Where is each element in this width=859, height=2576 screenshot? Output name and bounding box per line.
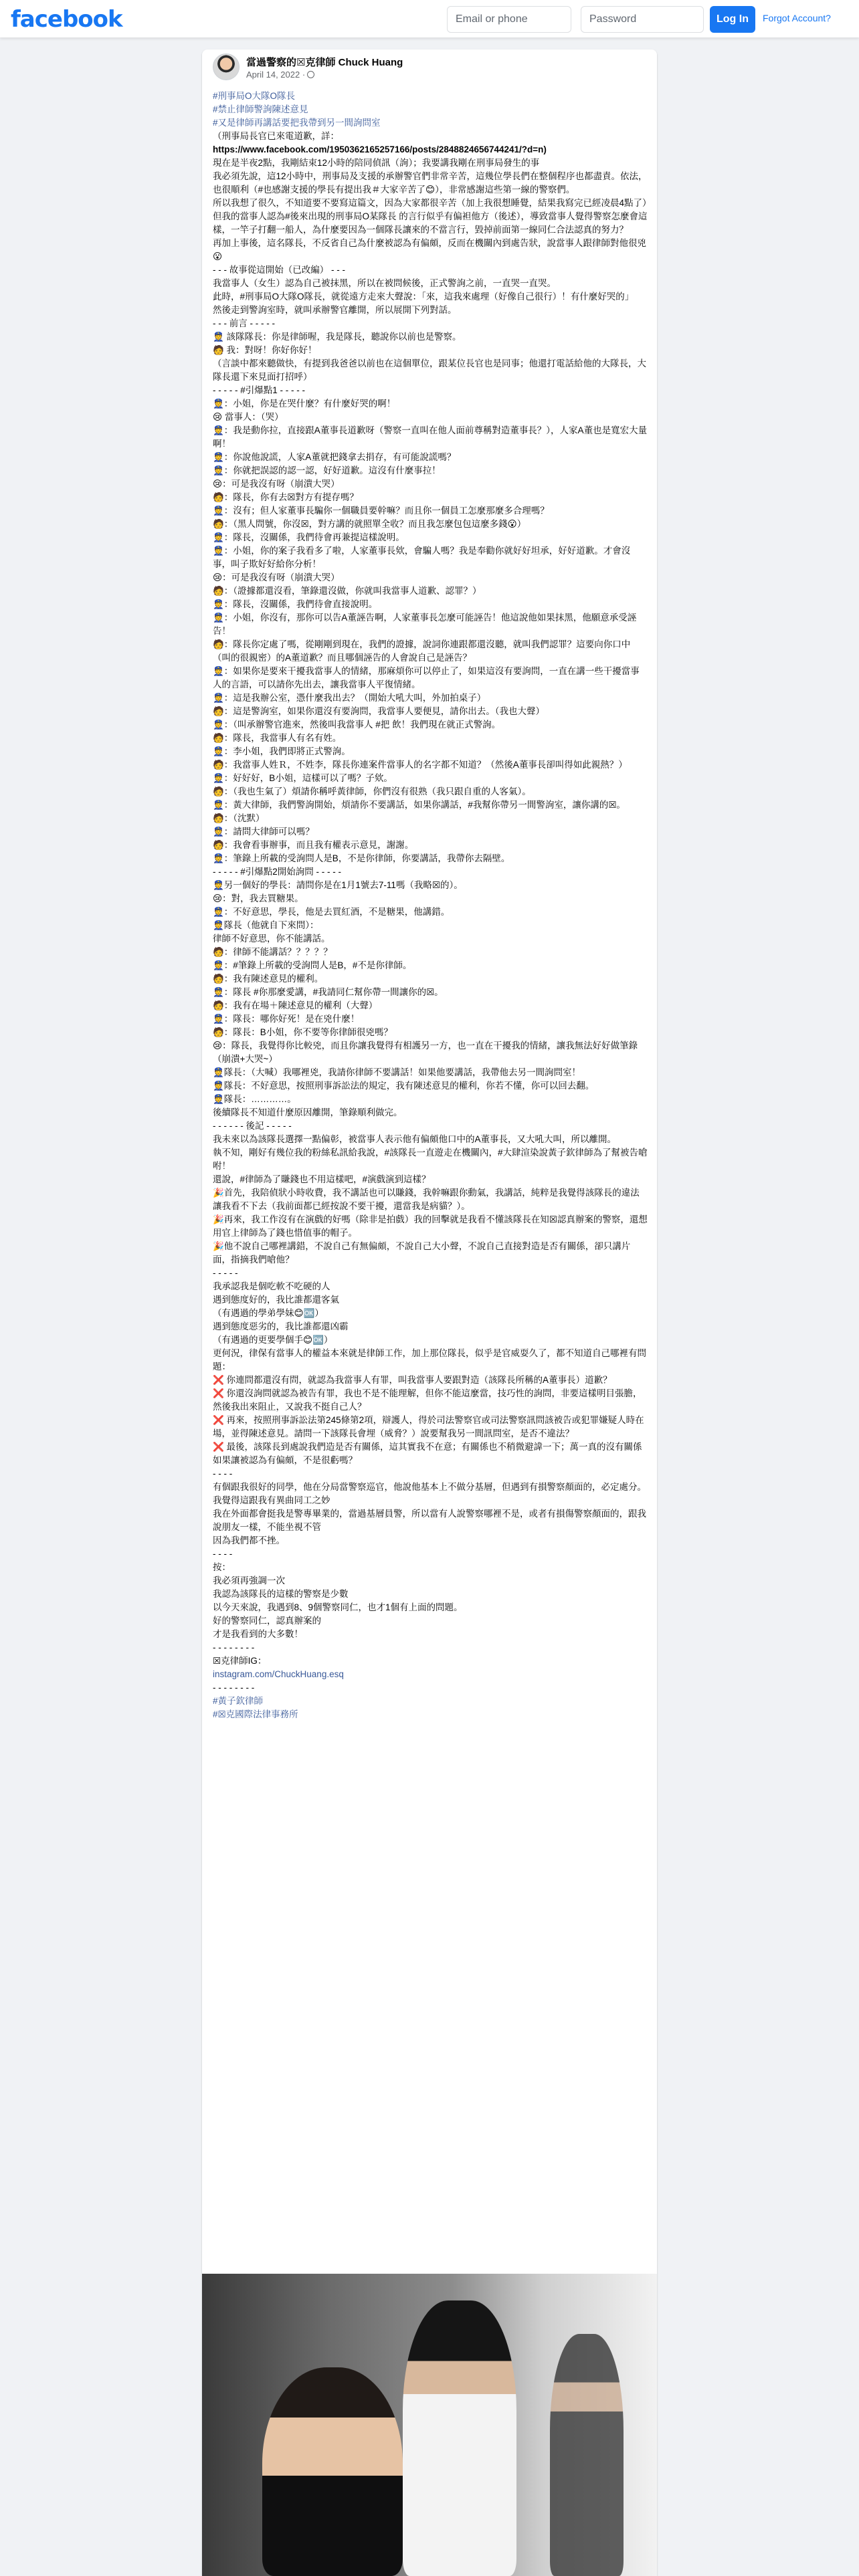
- post-text-line: 🎉他不說自己哪裡講錯，不說自己有無偏頗，不說自己大小聲，不說自己直接對造是否有關係，卻只講片面，指摘我們嗆他？: [213, 1241, 631, 1265]
- instagram-link[interactable]: instagram.com/ChuckHuang.esq: [213, 1669, 344, 1679]
- post-text-line: 我在外面都會挺我是警專畢業的，當過基層員警，所以當有人說警察哪裡不是，或者有損傷警察顏面的，跟我說朋友一樣，不能坐視不管: [213, 1509, 646, 1532]
- photo-stylist: [403, 2300, 516, 2576]
- post-text-line: 以今天來說，我遇到8、9個警察同仁，也才1個有上面的問題。: [213, 1602, 463, 1612]
- post-text-line: 再加上事後，這名隊長，不反省自己為什麼被認為有偏頗，反而在機關內到處告狀，說當事人跟律師對他很兇😮: [213, 238, 646, 261]
- post-text-line: 律師不好意思，你不能講話。: [213, 934, 330, 944]
- post-text-line: 我覺得這跟我有異曲同工之妙: [213, 1495, 330, 1505]
- post-text-line: 🧑：這是警詢室，如果你還沒有要詢問，我當事人要便見，請你出去。（我也大聲）: [213, 706, 545, 716]
- post-text-line: 好的警察同仁，認真辦案的: [213, 1616, 321, 1626]
- post-text-line: - - - - - #引爆點2開始詢問 - - - - -: [213, 867, 341, 877]
- post-text-line: 🎉再來，我工作沒有在演戲的好嗎（除非是拍戲）我的回擊就是我看不懂該隊長在知☒認真辦案的警察，還想用官上律師為了錢也惜值事的帽子。: [213, 1214, 648, 1238]
- post-text-line: - - - 前言 - - - - -: [213, 318, 275, 328]
- post-text-line: 遇到態度惡劣的，我比誰都還凶霸: [213, 1321, 349, 1331]
- post-text-line: 所以我想了很久，不知道要不要寫這篇文，因為大家都很辛苦（加上我很想睡覺，結果我寫完已經凌晨4點了）: [213, 198, 652, 208]
- post-text-line: - - - - - - - -: [213, 1683, 255, 1693]
- post-text-line: 😢：可是我沒有呀（崩潰大哭）: [213, 479, 340, 489]
- post-text-line: - - - -: [213, 1549, 233, 1559]
- post-text-line: 👮隊長：…………。: [213, 1094, 296, 1104]
- post-text-line: 遇到態度好的，我比誰都還客氣: [213, 1295, 339, 1305]
- post-text-line: （有遇過的學弟學妹😊🆗）: [213, 1308, 324, 1318]
- post-text-line: 有個跟我很好的同學，他在分局當警察巡官，他說他基本上不做分基層，但遇到有損警察顏面的，必定處分。: [213, 1482, 646, 1492]
- post-text-line: 現在是半夜2點，我剛結束12小時的陪同偵訊（詢）；我要講我剛在刑事局發生的事: [213, 158, 540, 168]
- hashtag-link[interactable]: #☒克國際法律事務所: [213, 1709, 298, 1719]
- post-text-line: 😢：可是我沒有呀（崩潰大哭）: [213, 572, 340, 582]
- post-text-line: 我必須先說，這12小時中，刑事局及支援的承辦警官們非常辛苦，這幾位學長們在整個程序也都盡責。依法，也很順利（#也感謝支援的學長有提出我＃大家辛苦了😊），非常感謝這些第一線的警察們。: [213, 171, 648, 195]
- post-text-line: - - - - - - - -: [213, 1642, 255, 1652]
- post-text-line: 👮：隊長 #你那麼愛講，#我請同仁幫你帶一間讓你的☒。: [213, 987, 444, 997]
- post-date-text: April 14, 2022 ·: [246, 70, 306, 80]
- post-text-line: 🧑：隊長，我當事人有名有姓。: [213, 733, 342, 743]
- post-text-line: 🧑：（黑人問號，你沒☒，對方講的就照單全收？而且我怎麼包包這麼多錢😮）: [213, 519, 527, 529]
- post-text-line: 因為我們都不挫。: [213, 1535, 285, 1545]
- post-text-line: 👮：（叫承辦警官進來，然後叫我當事人 #把 飲！我們現在就正式警詢。: [213, 720, 501, 730]
- post-text-line: 👮另一個好的學長：請問你是在1月1號去7-11嗎（我略☒的）。: [213, 880, 463, 890]
- post-text-line: - - - 故事從這開始（已改編） - - -: [213, 265, 345, 275]
- post-card: [202, 49, 657, 2576]
- post-text-line: 按：: [213, 1562, 231, 1572]
- post-text-line: 😢 當事人：（哭）: [213, 412, 284, 422]
- post-text-line: 然後走到警詢室時，就叫承辦警官離開，所以展開下列對話。: [213, 305, 457, 315]
- hashtag-link[interactable]: #黃子欽律師: [213, 1696, 264, 1706]
- post-text-line: （言談中都來聽做快，有提到我爸爸以前也在這個單位，跟某位長官也是同事；他還打電話給他的大隊長，大隊長還下來見面打招呼）: [213, 358, 646, 382]
- post-date[interactable]: [246, 70, 314, 80]
- hashtag-link[interactable]: #禁止律師警詢陳述意見: [213, 104, 308, 114]
- post-text-line: 👮：隊長，沒關係，我們待會直接說明。: [213, 599, 378, 609]
- hashtag-link[interactable]: #又是律師再講話要把我帶到另一間詢問室: [213, 118, 381, 128]
- post-text-line: 🧑：隊長你定處了嗎，從剛剛到現在，我們的證據，說詞你連跟都還沒聽，就叫我們認罪？這要向你口中（叫的很親密）的A董道歉？而且哪個誣告的人會說自己是誣告？: [213, 639, 631, 663]
- post-text: [202, 90, 657, 1721]
- post-text-line: ❌ 你連問都還沒有問，就認為我當事人有罪，叫我當事人要跟對造（該隊長所稱的A董事長）道歉？: [213, 1375, 612, 1385]
- post-text-line: 👮 該隊隊長：你是律師喔，我是隊長，聽說你以前也是警察。: [213, 332, 462, 342]
- post-text-line: - - - - - - 後記 - - - - -: [213, 1121, 292, 1131]
- post-text-line: 才是我看到的大多數！: [213, 1629, 303, 1639]
- globe-icon: [307, 71, 314, 78]
- post-text-line: （有遇過的更要學個手😊🆗）: [213, 1335, 333, 1345]
- post-text-line: 🧑：我有在場＋陳述意見的權利（大聲）: [213, 1000, 378, 1010]
- post-text-line: 還說，#律師為了賺錢也不用這樣吧，#演戲演到這樣？: [213, 1174, 431, 1184]
- post-text-line: https://www.facebook.com/1950362165257166/posts/2848824656744241/?d=n): [213, 144, 547, 154]
- post-text-line: （刑事局長官已來電道歉，詳：: [213, 131, 339, 141]
- post-text-line: 我當事人（女生）認為自己被抹黑，所以在被問候後，正式警詢之前，一直哭一直哭。: [213, 278, 556, 288]
- post-text-line: 🧑：隊長，你有去☒對方有提存嗎？: [213, 492, 359, 502]
- post-text-line: 👮隊長：（大喊）我哪裡兇，我請你律師不要講話！如果他要講話，我帶他去另一間詢問室！: [213, 1067, 581, 1077]
- post-text-line: 👮：你說他說謊，人家A董就把錢拿去捐存，有可能說謊嗎？: [213, 452, 456, 462]
- post-text-line: 👮：隊長：哪你好死！是在兇什麼！: [213, 1014, 360, 1024]
- post-text-line: 👮：沒有；但人家董事長騙你一個職員要幹嘛？而且你一個員工怎麼那麼多合理嗎？: [213, 506, 549, 516]
- post-text-line: 但我的當事人認為#後來出現的刑事局O某隊長 的言行似乎有偏袒他方（後述），導致當事人覺得警察怎麼會這樣，一竿子打翻一船人，為什麼要因為一個隊長讓來的不當言行，毀掉前面第一線同仁合法認真的努力？: [213, 211, 648, 235]
- post-text-line: 🧑：我會看事辦事，而且我有權表示意見，謝謝。: [213, 840, 414, 850]
- post-text-line: 👮：這是我辦公室，憑什麼我出去？（開始大吼大叫，外加拍桌子）: [213, 693, 486, 703]
- post-text-line: 🧑：我當事人姓Ｒ，不姓李，隊長你連案件當事人的名字都不知道？（然後A董事長卻叫得如此親熱？）: [213, 760, 628, 770]
- post-text-line: 👮：如果你是要來干擾我當事人的情緒，那麻煩你可以停止了，如果這沒有要詢問，一直在講一些干擾當事人的言語，可以請你先出去，讓我當事人平復情緒。: [213, 666, 640, 689]
- post-text-line: 👮：不好意思，學長，他是去買紅酒，不是糖果，他講錯。: [213, 907, 450, 917]
- password-field[interactable]: [581, 6, 704, 33]
- post-text-line: ❌ 再來，按照刑事訴訟法第245條第2項，辯護人，得於司法警察官或司法警察訊問該被告或犯罪嫌疑人時在場，並得陳述意見。請問一下該隊長會埋（威脅？）說要幫我另一間訊問室，是否不違法？: [213, 1415, 644, 1438]
- post-text-line: 👮：李小姐，我們即將正式警詢。: [213, 746, 351, 756]
- post-text-line: 👮：好好好，B小姐，這樣可以了嗎？子欸。: [213, 773, 393, 783]
- post-text-line: 🧑：律師不能講話？？？？？: [213, 947, 332, 957]
- post-text-line: 😢：隊長，我覺得你比較兇，而且你讓我覺得有相護另一方，也一直在干擾我的情緒，讓我無法好好做筆錄（崩潰+大哭~）: [213, 1041, 638, 1064]
- post-text-line: 🎉首先，我陪偵狀小時收費，我不講話也可以賺錢，我幹嘛跟你動氣，我講話，純粹是我覺得該隊長的違法讓我看不下去（我前面都已經按說不要干擾，還當我是病貓？）。: [213, 1188, 640, 1211]
- post-text-line: 👮：請問大律師可以嗎？: [213, 827, 314, 837]
- post-text-line: 👮：黃大律師，我們警詢開始，煩請你不要講話，如果你講話，#我幫你帶另一間警詢室，讓你講的☒。: [213, 800, 626, 810]
- post-photo[interactable]: [202, 2274, 657, 2576]
- post-text-line: 👮：我是動你拉，直接跟A董事長道歉呀（警察一直叫在他人面前尊稱對造董事長？），人家A董也是寬宏大量啊！: [213, 425, 648, 449]
- email-field[interactable]: [447, 6, 571, 33]
- post-text-line: 😢：對，我去買糖果。: [213, 893, 304, 903]
- post-text-line: - - - - - #引爆點1 - - - - -: [213, 385, 305, 395]
- post-text-line: 🧑：我有陳述意見的權利。: [213, 974, 324, 984]
- post-text-line: ❌ 最後，該隊長到處說我們造是否有關係，這其實我不在意；有關係也不稍微避諱一下；萬一真的沒有關係如果讓被認為有偏頗，不是很虧嗎？: [213, 1442, 642, 1465]
- post-text-line: 我必須再強調一次: [213, 1576, 285, 1586]
- author-name[interactable]: 當過警察的☒克律師 Chuck Huang: [246, 57, 403, 68]
- hashtag-link[interactable]: #刑事局O大隊O隊長: [213, 91, 296, 101]
- post-header: [202, 49, 657, 90]
- post-text-line: 此時，#刑事局O大隊O隊長，就從遠方走來大聲說：「來，這我來處理（好像自己很行）！有什麼好哭的」: [213, 292, 634, 302]
- author-avatar[interactable]: [213, 53, 240, 80]
- facebook-logo[interactable]: facebook: [11, 6, 122, 33]
- login-button[interactable]: Log In: [710, 6, 755, 33]
- post-text-line: 👮：#筆錄上所載的受詢問人是B，#不是你律師。: [213, 960, 412, 970]
- post-text-line: 🧑：（沈默）: [213, 813, 265, 823]
- post-text-line: 👮：小姐，你的案子我看多了啦，人家董事長欸，會騙人嗎？我是奉勸你就好好坦承，好好道歉。才會沒事，叫子欺好好給你分析！: [213, 546, 631, 569]
- post-text-line: 🧑：隊長：B小姐，你不要等你律師很兇嗎？: [213, 1027, 393, 1037]
- post-text-line: 我承認我是個吃軟不吃硬的人: [213, 1281, 330, 1291]
- post-text-line: 👮：小姐，你是在哭什麼？有什麼好哭的啊！: [213, 399, 396, 409]
- post-text-line: - - - -: [213, 1469, 233, 1479]
- post-text-line: 👮：小姐，你沒有，那你可以告A董誣告啊，人家董事長怎麼可能誣告！他這說他如果抹黑，他願意承受誣告！: [213, 613, 637, 636]
- post-text-line: 我認為該隊長的這樣的警察是少數: [213, 1589, 349, 1599]
- post-text-line: - - - - -: [213, 1268, 238, 1278]
- post-text-line: ❌ 你還沒詢問就認為被告有罪，我也不是不能理解，但你不能這麼當，技巧性的詢問，非要這樣明目張膽，然後我出來阻止，又說我不挺自己人？: [213, 1388, 642, 1412]
- forgot-account-link[interactable]: Forgot Account?: [763, 13, 831, 23]
- photo-person-seated: [262, 2367, 403, 2576]
- post-text-line: 👮隊長：不好意思，按照刑事訴訟法的規定，我有陳述意見的權利，你若不懂，你可以回去翻。: [213, 1081, 595, 1091]
- post-text-line: ☒克律師IG：: [213, 1656, 267, 1666]
- post-text-line: 🧑：（證據都還沒看，筆錄還沒做，你就叫我當事人道歉、認罪？）: [213, 586, 482, 596]
- post-text-line: 👮：隊長，沒關係，我們待會再兼提這樣說明。: [213, 532, 405, 542]
- top-navigation-bar: [0, 0, 859, 37]
- post-text-line: 更何況，律保有當事人的權益本來就是律師工作，加上那位隊長，似乎是官威耍久了，都不知道自己哪裡有問題：: [213, 1348, 646, 1372]
- post-text-line: 我未來以為該隊長選擇一點偏彰，被當事人表示他有偏頗他口中的A董事長，又大吼大叫，所以離開。: [213, 1134, 617, 1144]
- post-text-line: 執不知，剛好有幾位我的粉絲私訊給我說，#該隊長一直遊走在機關內，#大肆渲染說黃子欽律師為了幫被告嗆咐！: [213, 1148, 648, 1171]
- photo-background-person: [550, 2334, 624, 2576]
- post-text-line: 🧑 我：對呀！你好你好！: [213, 345, 317, 355]
- post-text-line: 👮：筆錄上所載的受詢問人是B，不是你律師，你要講話，我帶你去隔壁。: [213, 853, 510, 863]
- post-text-line: 後續隊長不知道什麼原因離開，筆錄順利做完。: [213, 1107, 403, 1117]
- post-text-line: 🧑：（我也生氣了）煩請你稱呼黃律師，你們沒有很熟（我只跟自重的人客氣）。: [213, 786, 531, 796]
- post-text-line: 👮：你就把誤認的認一認，好好道歉。這沒有什麼事拉！: [213, 465, 441, 475]
- post-text-line: 👮隊長（他就自下來問）：: [213, 920, 319, 930]
